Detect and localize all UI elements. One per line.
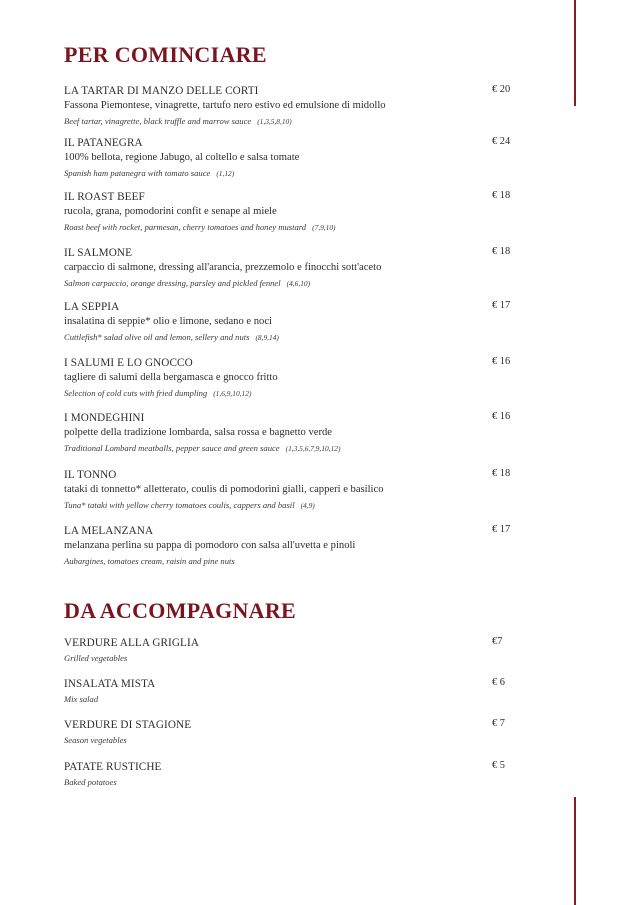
item-price: € 18 bbox=[492, 190, 511, 201]
menu-item bbox=[64, 356, 524, 400]
item-price: € 16 bbox=[492, 411, 511, 422]
item-english: Mix salad bbox=[64, 694, 99, 704]
item-description: tataki di tonnetto* alletterato, coulis di pomodorini gialli, capperi e basilico bbox=[64, 484, 384, 495]
item-description: insalatina di seppie* olio e limone, sedano e noci bbox=[64, 316, 272, 327]
item-english-text: Salmon carpaccio, orange dressing, parsley and pickled fennel bbox=[64, 278, 281, 288]
menu-item bbox=[64, 524, 524, 568]
item-english-text: Spanish ham patanegra with tomato sauce bbox=[64, 168, 211, 178]
item-description: polpette della tradizione lombarda, salsa rossa e bagnetto verde bbox=[64, 427, 332, 438]
item-allergens: (7,9,10) bbox=[312, 223, 336, 232]
section-title-da-accompagnare: DA ACCOMPAGNARE bbox=[64, 598, 297, 623]
item-english bbox=[64, 331, 524, 344]
menu-item bbox=[64, 636, 524, 665]
item-english-text: Selection of cold cuts with fried dumpling bbox=[64, 388, 208, 398]
item-name: VERDURE DI STAGIONE bbox=[64, 719, 192, 731]
item-description: carpaccio di salmone, dressing all'arancia, prezzemolo e finocchi sott'aceto bbox=[64, 262, 382, 273]
item-price: € 17 bbox=[492, 300, 511, 311]
menu-item bbox=[64, 760, 524, 789]
item-allergens: (1,6,9,10,12) bbox=[213, 389, 252, 398]
item-name: I MONDEGHINI bbox=[64, 412, 145, 424]
menu-item bbox=[64, 136, 524, 180]
item-price: € 18 bbox=[492, 468, 511, 479]
item-name: I SALUMI E LO GNOCCO bbox=[64, 357, 193, 369]
item-description: tagliere di salumi della bergamasca e gnocco fritto bbox=[64, 372, 278, 383]
item-english: Baked potatoes bbox=[64, 777, 117, 787]
item-name: IL TONNO bbox=[64, 469, 117, 481]
item-price: €7 bbox=[492, 636, 503, 647]
item-price: € 24 bbox=[492, 136, 511, 147]
menu-item bbox=[64, 84, 524, 128]
item-english: Season vegetables bbox=[64, 735, 127, 745]
item-price: € 16 bbox=[492, 356, 511, 367]
item-price: € 7 bbox=[492, 718, 505, 729]
decorative-rule-top bbox=[574, 0, 576, 106]
menu-item bbox=[64, 677, 524, 706]
item-english bbox=[64, 115, 524, 128]
item-allergens: (1,12) bbox=[216, 169, 235, 178]
menu-item bbox=[64, 246, 524, 290]
section-title-per-cominciare: PER COMINCIARE bbox=[64, 42, 267, 67]
item-description: Fassona Piemontese, vinagrette, tartufo nero estivo ed emulsione di midollo bbox=[64, 100, 386, 111]
item-price: € 17 bbox=[492, 524, 511, 535]
menu-item bbox=[64, 190, 524, 234]
decorative-rule-bottom bbox=[574, 797, 576, 905]
item-price: € 5 bbox=[492, 760, 505, 771]
item-english-text: Aubargines, tomatoes cream, raisin and pine nuts bbox=[64, 556, 235, 566]
item-name: IL ROAST BEEF bbox=[64, 191, 145, 203]
item-allergens: (4,6,10) bbox=[286, 279, 311, 288]
item-english-text: Tuna* tataki with yellow cherry tomatoes coulis, cappers and basil bbox=[64, 500, 295, 510]
menu-item bbox=[64, 468, 524, 512]
menu-item bbox=[64, 300, 524, 344]
item-name: LA TARTAR DI MANZO DELLE CORTI bbox=[64, 85, 259, 97]
item-english bbox=[64, 221, 524, 234]
item-price: € 6 bbox=[492, 677, 505, 688]
item-name: INSALATA MISTA bbox=[64, 678, 156, 690]
item-name: PATATE RUSTICHE bbox=[64, 761, 162, 773]
item-english bbox=[64, 387, 524, 400]
item-name: IL SALMONE bbox=[64, 247, 133, 259]
item-english-text: Roast beef with rocket, parmesan, cherry tomatoes and honey mustard bbox=[64, 222, 307, 232]
menu-item bbox=[64, 718, 524, 747]
item-price: € 20 bbox=[492, 84, 511, 95]
item-english-text: Beef tartar, vinagrette, black truffle and marrow sauce bbox=[64, 116, 252, 126]
item-english-text: Traditional Lombard meatballs, pepper sauce and green sauce bbox=[64, 443, 280, 453]
item-description: 100% bellota, regione Jabugo, al coltello e salsa tomate bbox=[64, 152, 300, 163]
item-english-text: Cuttlefish* salad olive oil and lemon, sellery and nuts bbox=[64, 332, 250, 342]
item-english bbox=[64, 442, 524, 455]
item-english bbox=[64, 555, 524, 568]
item-allergens: (1,3,5,6,7,9,10,12) bbox=[285, 444, 341, 453]
item-name: LA SEPPIA bbox=[64, 301, 120, 313]
item-name: VERDURE ALLA GRIGLIA bbox=[64, 637, 199, 649]
menu-item bbox=[64, 411, 524, 455]
item-english bbox=[64, 277, 524, 290]
item-price: € 18 bbox=[492, 246, 511, 257]
item-description: melanzana perlina su pappa di pomodoro con salsa all'uvetta e pinoli bbox=[64, 540, 356, 551]
item-allergens: (8,9,14) bbox=[255, 333, 279, 342]
item-description: rucola, grana, pomodorini confit e senape al miele bbox=[64, 206, 277, 217]
item-allergens: (4,9) bbox=[300, 501, 315, 510]
item-english bbox=[64, 167, 524, 180]
item-allergens: (1,3,5,8,10) bbox=[257, 117, 292, 126]
item-english: Grilled vegetables bbox=[64, 653, 128, 663]
item-name: IL PATANEGRA bbox=[64, 137, 143, 149]
item-name: LA MELANZANA bbox=[64, 525, 154, 537]
item-english bbox=[64, 499, 524, 512]
